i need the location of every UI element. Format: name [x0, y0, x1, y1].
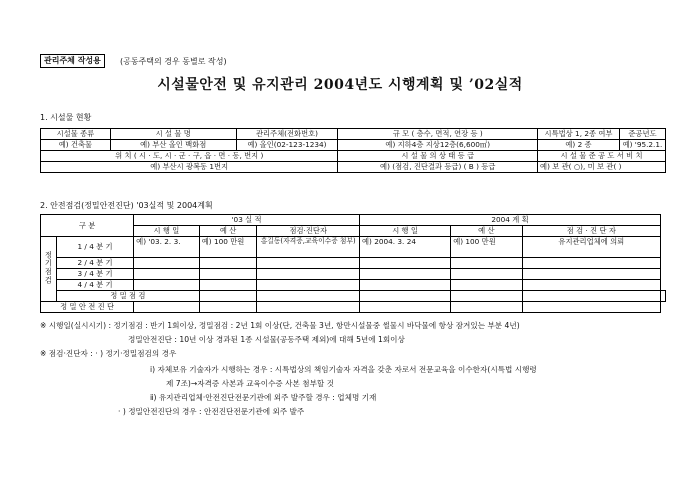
note-line: ※ 시행일(실시시기) : 정기점검 : 반기 1회이상, 정밀점검 : 2년 1회 이상(단, 건축물 3년, 항만시설물중 썰물시 바닥물에 항상 잠겨있는 부분 4년): [40, 321, 520, 330]
table-row: [41, 258, 666, 269]
facility-table: [40, 128, 666, 173]
note-line: 제 7조)→자격증 사본과 교육이수증 사본 첨부할 것: [166, 379, 335, 388]
table-header-cell: '03 실 적: [134, 215, 360, 226]
table-header-cell: 2004 계 획: [359, 215, 660, 226]
table-cell: [661, 291, 666, 302]
table-cell: [134, 280, 200, 291]
note-line: ※ 점검·진단자 : · ) 정기·정밀점검의 경우: [40, 349, 177, 358]
note-line: 정밀안전진단 : 10년 이상 경과된 1종 시설물(공동주택 제외)에 대해 5년에 1회이상: [128, 335, 405, 344]
table-row: [41, 237, 666, 258]
section-1-heading: 1. 시설물 현황: [40, 113, 92, 122]
table-cell: [522, 291, 660, 302]
row-label: 3 / 4 분 기: [56, 269, 133, 280]
table-cell: [451, 258, 522, 269]
table-header-cell: 관리주체(전화번호): [236, 129, 338, 140]
page-title: 시설물안전 및 유지관리 2004년도 시행계획 및 ’02실적: [157, 77, 523, 93]
table-cell: [522, 302, 660, 313]
section-2-heading: 2. 안전점검(정밀안전진단) '03실적 및 2004계획: [40, 201, 213, 210]
table-cell: 예) 건축물: [41, 140, 111, 151]
note-line: · ) 정밀안전진단의 경우 : 안전진단전문기관에 외주 발주: [118, 407, 305, 416]
row-label: 정 밀 안 전 진 단: [41, 302, 134, 313]
group-label-cell: [41, 237, 57, 302]
table-header-cell: 예 산: [199, 226, 257, 237]
table-header-cell: 규 모 ( 층수, 면적, 연장 등 ): [338, 129, 538, 140]
table-cell: [257, 280, 360, 291]
table-cell: [522, 258, 660, 269]
table-cell: [522, 280, 660, 291]
table-cell: [257, 302, 360, 313]
row-label: 정 밀 점 검: [56, 291, 199, 302]
group-label: 정기점검: [44, 250, 54, 285]
table-cell: [359, 269, 450, 280]
table-header-cell: 시 행 일: [359, 226, 450, 237]
table-row: [41, 280, 666, 291]
table-header-cell: 예 산: [451, 226, 522, 237]
table-cell: [199, 280, 257, 291]
table-cell: [199, 258, 257, 269]
table-header-cell: 점 검 · 진 단 자: [522, 226, 660, 237]
table-header-cell: 시특법상 1, 2종 여부: [538, 129, 620, 140]
table-header-cell: 시 설 물 명: [110, 129, 236, 140]
table-header-cell: 시 설 물 의 상 태 등 급: [338, 151, 538, 162]
table-cell: [451, 302, 522, 313]
table-row: [41, 215, 666, 226]
table-row: [41, 151, 666, 162]
note-line: ⅱ) 유지관리업체·안전진단전문기관에 외주 발주할 경우 : 업체명 기재: [150, 393, 377, 402]
table-cell: 예) 올인(02-123-1234): [236, 140, 338, 151]
table-cell: [522, 269, 660, 280]
table-header-cell: 구 분: [41, 215, 134, 237]
table-cell: [134, 302, 200, 313]
table-cell: 예) 부산시 광복동 1번지: [41, 162, 338, 173]
table-cell: 예) 100 만원: [451, 237, 522, 258]
table-header-cell: 점검·진단자: [257, 226, 360, 237]
row-label: 2 / 4 분 기: [56, 258, 133, 269]
table-cell: [134, 269, 200, 280]
table-cell: [134, 258, 200, 269]
table-cell: [199, 291, 257, 302]
note-line: ⅰ) 자체보유 기술자가 시행하는 경우 : 시특법상의 책임기술자 자격을 갖춘 자로서 전문교육을 이수한자(시특법 시행령: [150, 365, 537, 374]
form-tag-note: (공동주택의 경우 동별로 작성): [120, 57, 227, 66]
table-row: [41, 226, 666, 237]
table-cell: 예) '03. 2. 3.: [134, 237, 200, 258]
table-cell: 유지관리업체에 의뢰: [522, 237, 660, 258]
table-cell: 예) '95.2.1.: [619, 140, 665, 151]
table-header-cell: 시 행 일: [134, 226, 200, 237]
form-tag: 관리주체 작성용: [40, 54, 105, 68]
table-cell: 홍길동(자격증,교육이수증 첨부): [257, 237, 360, 258]
table-cell: [451, 280, 522, 291]
row-label: 1 / 4 분 기: [56, 237, 133, 258]
table-row: [41, 162, 666, 173]
row-label: 4 / 4 분 기: [56, 280, 133, 291]
table-header-cell: 준공년도: [619, 129, 665, 140]
table-cell: [451, 291, 522, 302]
table-cell: [451, 269, 522, 280]
table-cell: [359, 302, 450, 313]
table-cell: 예) 100 만원: [199, 237, 257, 258]
table-row: [41, 302, 666, 313]
table-cell: 예) 2004. 3. 24: [359, 237, 450, 258]
inspection-table: [40, 214, 666, 313]
table-row: [41, 140, 666, 151]
table-row: [41, 291, 666, 302]
table-cell: [359, 291, 450, 302]
table-header-cell: 시설물 종류: [41, 129, 111, 140]
table-cell: [359, 258, 450, 269]
table-header-cell: 위 치 ( 시 · 도, 시 · 군 · 구, 읍 · 면 · 동, 번지 ): [41, 151, 338, 162]
table-row: [41, 269, 666, 280]
table-cell: [359, 280, 450, 291]
table-cell: 예) (점검, 진단결과 등급) ( B ) 등급: [338, 162, 538, 173]
table-cell: 예) 부산 올인 백화점: [110, 140, 236, 151]
table-cell: 예) 보 관( ○), 미 보 관( ): [538, 162, 666, 173]
table-cell: [199, 269, 257, 280]
table-cell: 예) 지하4층 지상12층(6,600㎡): [338, 140, 538, 151]
table-cell: [199, 302, 257, 313]
table-row: [41, 129, 666, 140]
table-cell: [257, 258, 360, 269]
table-cell: [257, 269, 360, 280]
table-cell: [257, 291, 360, 302]
table-cell: 예) 2 종: [538, 140, 620, 151]
table-header-cell: 시 설 물 준 공 도 서 비 치: [538, 151, 666, 162]
